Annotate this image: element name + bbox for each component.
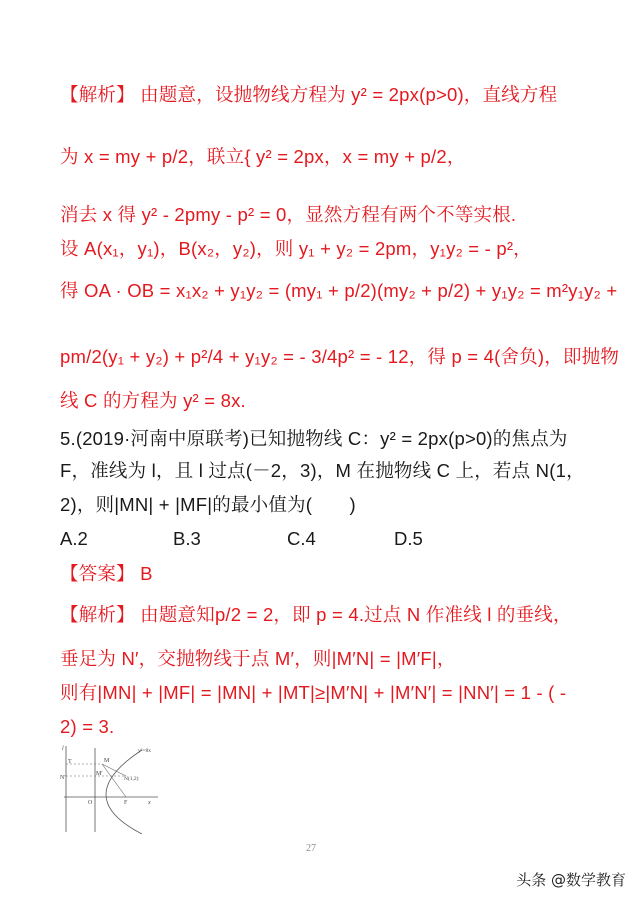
solution1-line4: 设 A(x₁，y₁)，B(x₂，y₂)，则 y₁ + y₂ = 2pm，y₁y₂ = - p²，	[60, 238, 532, 259]
answer-line: 【答案】 B	[60, 563, 153, 584]
solution2-line1: 【解析】 由题意知p/2 = 2，即 p = 4.过点 N 作准线 l 的垂线，	[60, 604, 572, 625]
page-number: 27	[306, 843, 316, 854]
solution2-line3: 则有|MN| + |MF| = |MN| + |MT|≥|M′N| + |M′N′| = |NN′| = 1 - ( -	[60, 682, 567, 703]
solution2-line4: 2) = 3.	[60, 716, 115, 737]
solution1-line1: 【解析】 由题意，设抛物线方程为 y² = 2px(p>0)，直线方程	[60, 84, 558, 105]
label-n-prime: N'	[60, 775, 66, 781]
option-c: C.4	[287, 528, 316, 549]
parabola-figure	[60, 742, 172, 834]
label-x: x	[148, 800, 151, 806]
solution1-line3: 消去 x 得 y² - 2pmy - p² = 0，显然方程有两个不等实根.	[60, 204, 517, 225]
solution1-line6: pm/2(y₁ + y₂) + p²/4 + y₁y₂ = - 3/4p² = - 12，得 p = 4(舍负)，即抛物	[60, 346, 620, 367]
solution2-line2: 垂足为 N′，交抛物线于点 M′，则|M′N| = |M′F|，	[60, 648, 456, 669]
label-m-prime: M'	[96, 771, 103, 777]
problem5-line1: 5.(2019·河南中原联考)已知抛物线 C：y² = 2px(p>0)的焦点为	[60, 428, 568, 449]
segment-mf	[102, 764, 126, 797]
problem5-line2: F，准线为 l，且 l 过点(－2，3)，M 在抛物线 C 上，若点 N(1，	[60, 460, 585, 481]
option-d: D.5	[394, 528, 423, 549]
label-t: T	[68, 759, 72, 765]
label-n: N(1,2)	[124, 776, 139, 782]
option-b: B.3	[173, 528, 201, 549]
label-curve: y²=8x	[138, 748, 152, 754]
label-l: l	[62, 746, 64, 752]
solution1-line7: 线 C 的方程为 y² = 8x.	[60, 390, 246, 411]
solution1-line5: 得 OA · OB = x₁x₂ + y₁y₂ = (my₁ + p/2)(my₂ + p/2) + y₁y₂ = m²y₁y₂ +	[60, 280, 618, 301]
solution1-line2: 为 x = my + p/2，联立{ y² = 2px，x = my + p/2，	[60, 146, 466, 167]
label-o: O	[88, 800, 93, 806]
option-a: A.2	[60, 528, 88, 549]
label-f: F	[124, 800, 128, 806]
parabola-curve	[106, 750, 142, 834]
label-m: M	[104, 758, 110, 764]
watermark: 头条 @数学教育	[516, 871, 626, 889]
problem5-line3: 2)，则|MN| + |MF|的最小值为( )	[60, 494, 356, 515]
